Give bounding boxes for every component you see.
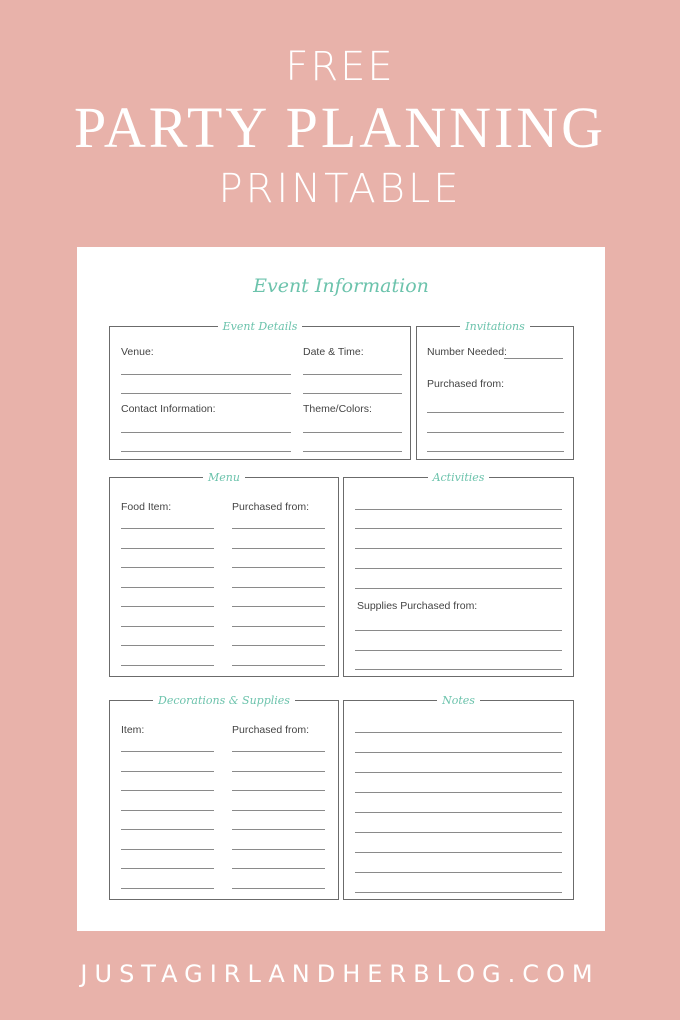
decorations-line [121,810,214,811]
invitations-purchased-label: Purchased from: [427,378,505,390]
venue-line [121,374,291,375]
decorations-line [232,751,325,752]
menu-line [121,645,214,646]
activities-line [355,588,562,589]
notes-line [355,792,562,793]
invitations-line [427,432,564,433]
notes-line [355,832,562,833]
contact-label: Contact Information: [121,403,216,415]
invitations-line [427,451,564,452]
header-free: FREE [285,44,395,90]
number-needed-label: Number Needed: [427,346,507,358]
menu-line [232,587,325,588]
menu-line [121,626,214,627]
invitations-title: Invitations [460,320,529,333]
contact-line [121,451,291,452]
menu-line [121,548,214,549]
menu-line [121,528,214,529]
activities-line [355,568,562,569]
decorations-line [232,771,325,772]
decorations-line [121,751,214,752]
activities-line [355,528,562,529]
notes-line [355,872,562,873]
menu-line [232,606,325,607]
notes-line [355,772,562,773]
menu-line [121,606,214,607]
venue-label: Venue: [121,346,154,358]
decorations-line [232,829,325,830]
menu-line [121,567,214,568]
venue-line [121,393,291,394]
invitations-line [427,412,564,413]
food-item-label: Food Item: [121,501,172,513]
activities-line [355,548,562,549]
decorations-line [121,829,214,830]
date-time-line [303,393,402,394]
decorations-line [121,771,214,772]
decorations-title: Decorations & Supplies [153,694,295,707]
sheet-title: Event Information [253,275,429,297]
menu-title: Menu [203,471,245,484]
decorations-line [121,849,214,850]
menu-purchased-label: Purchased from: [232,501,310,513]
decorations-line [121,868,214,869]
supplies-line [355,650,562,651]
header-printable: PRINTABLE [218,166,462,212]
event-details-box [109,320,411,460]
item-label: Item: [121,724,145,736]
theme-line [303,451,402,452]
number-needed-line [504,358,563,359]
menu-line [232,528,325,529]
decorations-purchased-label: Purchased from: [232,724,310,736]
theme-line [303,432,402,433]
notes-line [355,812,562,813]
supplies-line [355,630,562,631]
menu-line [121,587,214,588]
header-title: PARTY PLANNING [73,95,607,160]
event-details-title: Event Details [218,320,303,333]
notes-line [355,892,562,893]
notes-line [355,752,562,753]
menu-line [232,548,325,549]
decorations-line [232,790,325,791]
decorations-line [121,790,214,791]
contact-line [121,432,291,433]
menu-box [109,471,339,677]
date-time-label: Date & Time: [303,346,364,358]
decorations-line [232,868,325,869]
decorations-line [232,888,325,889]
activities-box [343,471,574,677]
decorations-line [232,849,325,850]
date-time-line [303,374,402,375]
menu-line [232,665,325,666]
supplies-label: Supplies Purchased from: [357,600,478,612]
menu-line [232,567,325,568]
notes-title: Notes [437,694,480,707]
menu-line [121,665,214,666]
menu-line [232,626,325,627]
decorations-line [121,888,214,889]
notes-line [355,852,562,853]
printable-sheet [77,247,605,931]
supplies-line [355,669,562,670]
activities-line [355,509,562,510]
decorations-box [109,694,339,900]
decorations-line [232,810,325,811]
menu-line [232,645,325,646]
invitations-box [416,320,574,460]
notes-line [355,732,562,733]
theme-label: Theme/Colors: [303,403,372,415]
notes-box [343,694,574,900]
activities-title: Activities [428,471,490,484]
footer-url: JUSTAGIRLANDHERBLOG.COM [80,960,600,988]
